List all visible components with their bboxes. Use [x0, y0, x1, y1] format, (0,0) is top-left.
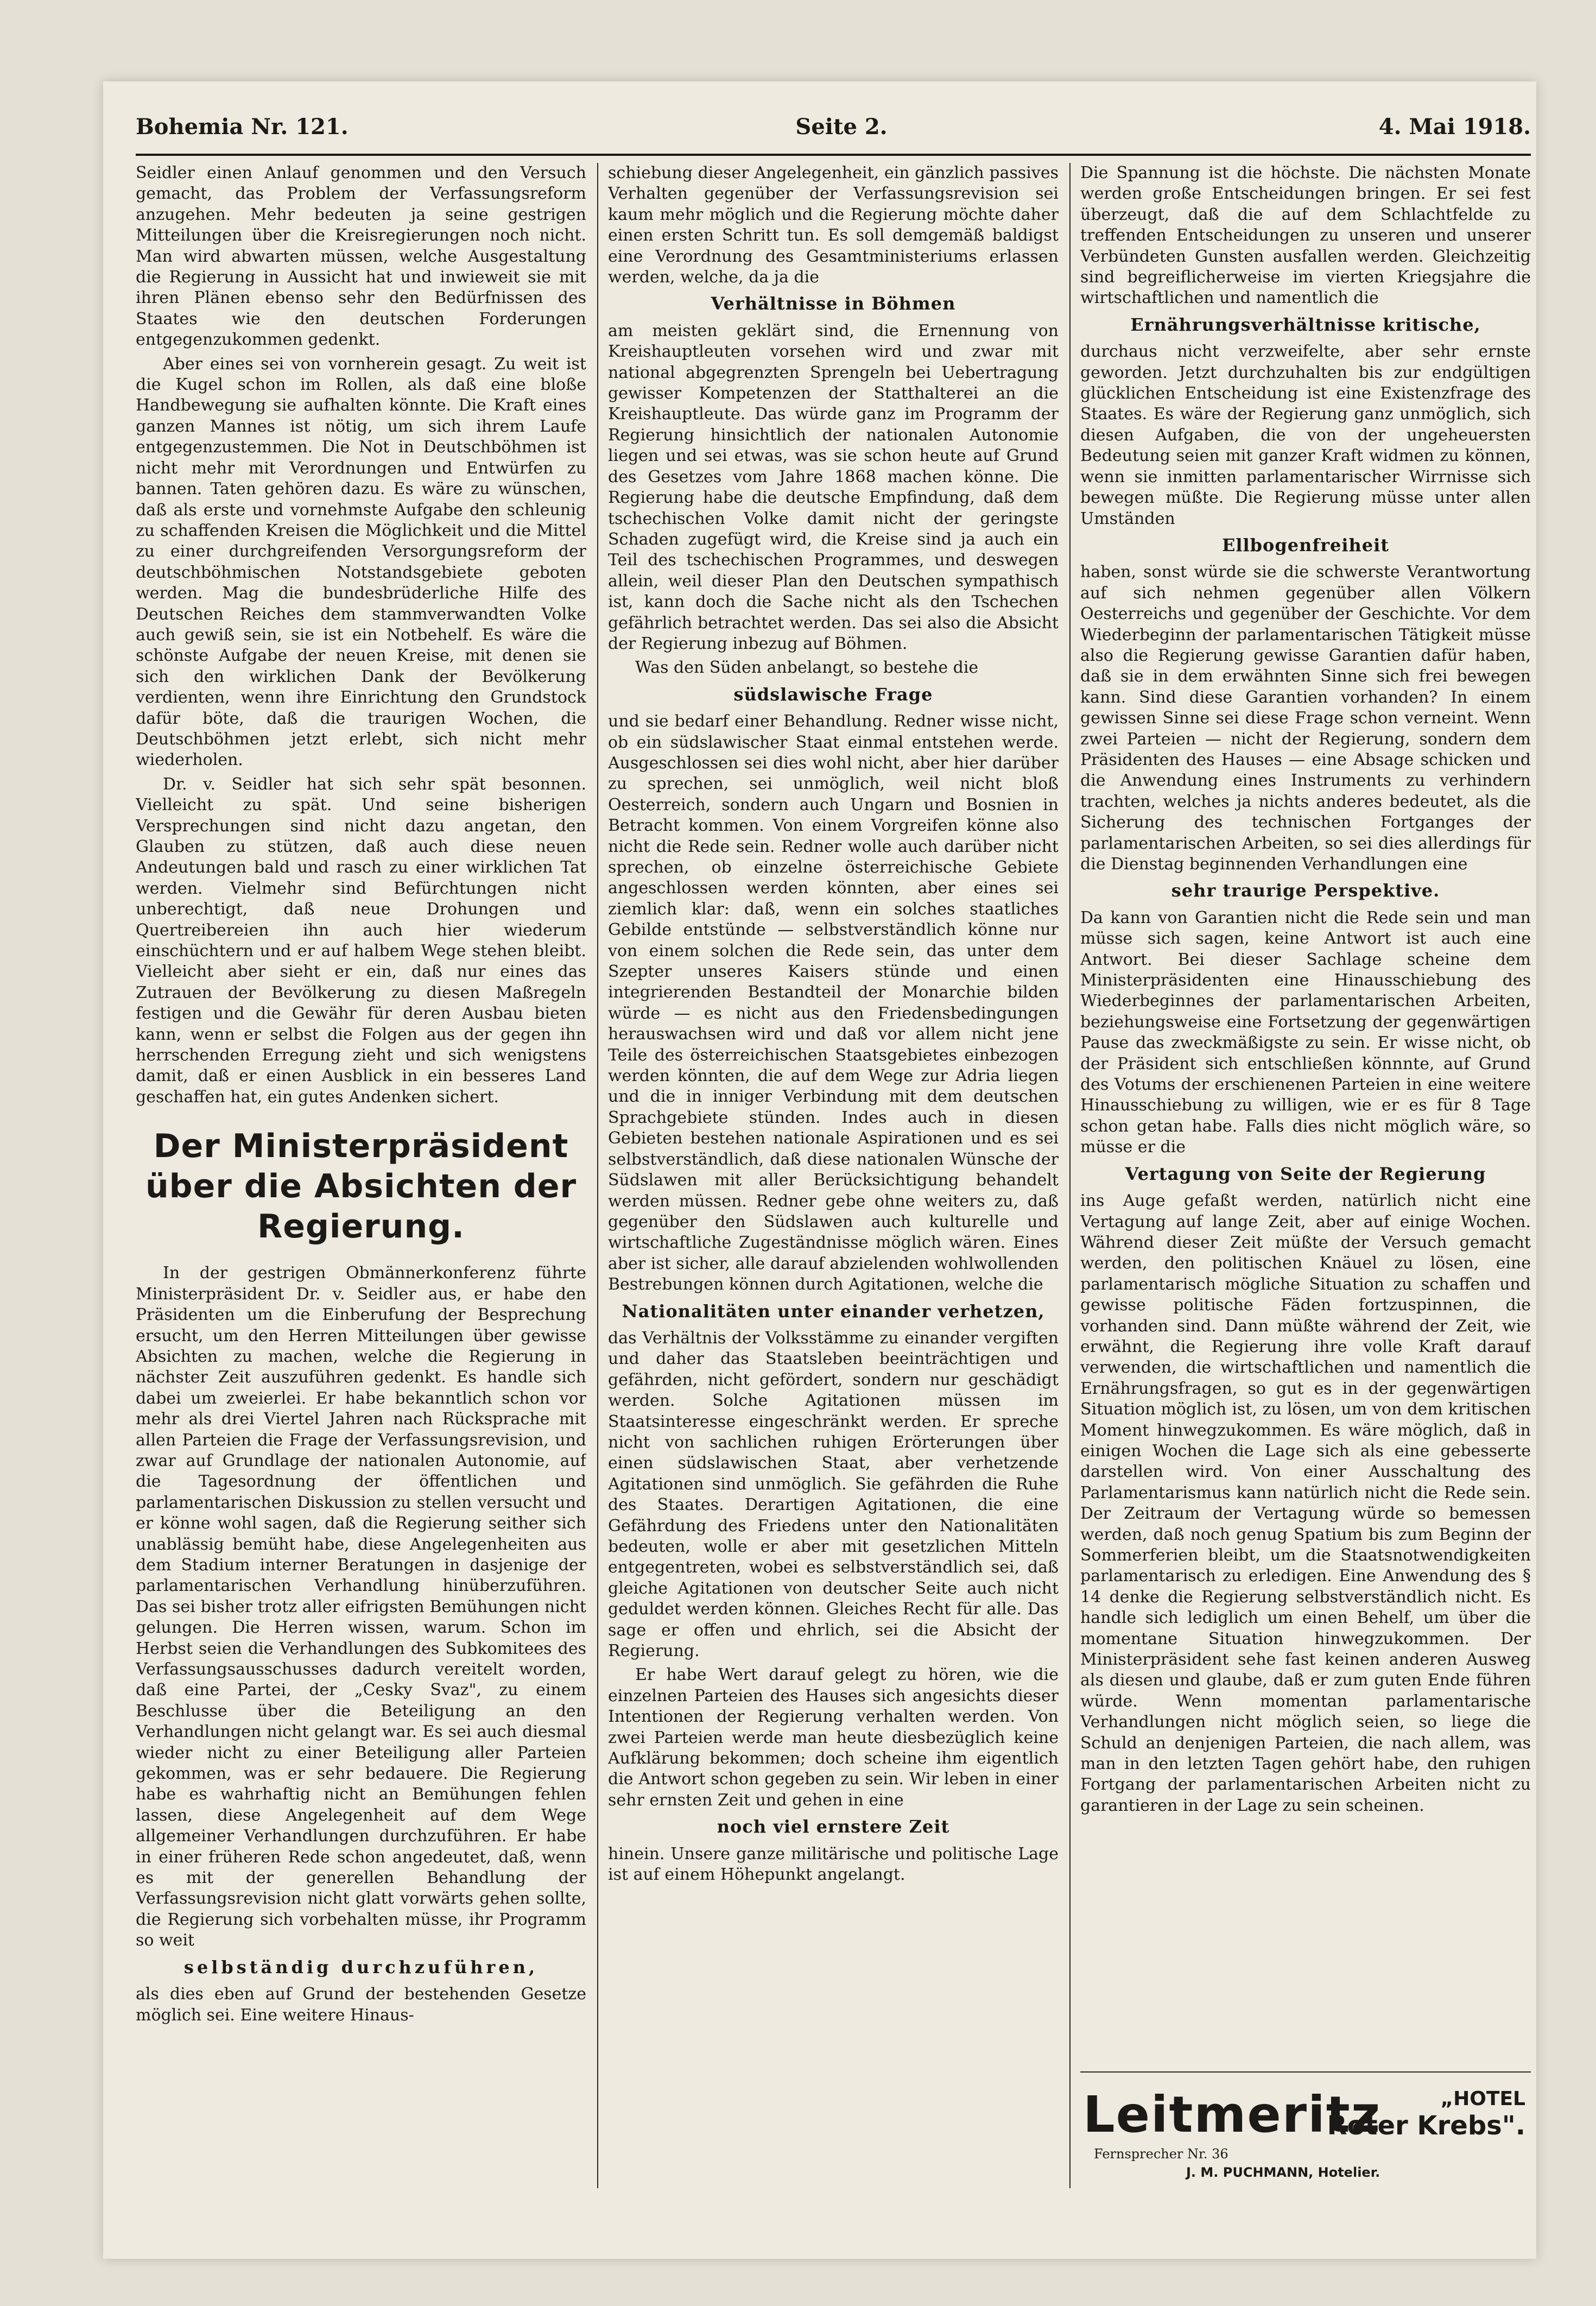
subheading: Nationalitäten unter einander verhetzen, [622, 1300, 1045, 1322]
article-paragraph: Aber eines sei von vornherein gesagt. Zu weit ist die Kugel schon im Rollen, als daß eine bloße Handbewegung sie aufhalten könnte. Die Kraft eines ganzen Mannes ist nötig, um sich ihrem Laufe entgegenzustemmen. Die Not in Deutschböhmen ist nicht mehr mit Verordnungen und Entwürfen zu bannen. Taten gehören dazu. Es wäre zu wünschen, daß als erste und vornehmste Aufgabe den schleunig zu schaffenden Kreisen die Möglichkeit und die Mittel zu einer durchgreifenden Versorgungsreform der deutschböhmischen Notstandsgebiete geboten werden. Mag die bundesbrüderliche Hilfe des Deutschen Reiches dem stammverwandten Volke auch gewiß sein, sie ist ein Notbehelf. Es wäre die schönste Aufgabe der neuen Kreise, mit denen sie sich den wirklichen Dank der Bevölkerung verdienten, wenn ihre Einrichtung den Grundstock dafür böte, daß die traurigen Wochen, die Deutschböhmen jetzt erlebt, sich nicht mehr wiederholen. [136, 354, 586, 770]
article-paragraph: das Verhältnis der Volksstämme zu einander vergiften und daher das Staatsleben beeinträchtigen und gefährden, nicht gefördert, sondern nur geschädigt werden. Solche Agitationen müssen im Staatsinteresse eingeschränkt werden. Er spreche nicht von sachlichen ruhigen Erörterungen über einen südslawischen Staat, aber verhetzende Agitationen sind unmöglich. Sie gefährden die Ruhe des Staates. Derartigen Agitationen, die eine Gefährdung des Friedens unter den Nationalitäten bedeuten, wolle er aber mit gesetzlichen Mitteln entgegentreten, wobei es selbstverständlich sei, daß gleiche Agitationen von deutscher Seite auch nicht geduldet werden können. Gleiches Recht für alle. Das sage er offen und ehrlich, sei die Absicht der Regierung. [608, 1328, 1059, 1661]
ad-hotel-label: „HOTEL [1440, 2088, 1525, 2110]
column-2 [608, 163, 1059, 2188]
subheading: Verhältnisse in Böhmen [711, 293, 956, 314]
issue-date: 4. Mai 1918. [1378, 114, 1531, 140]
advertisement-rule [1080, 2071, 1531, 2073]
article-paragraph: Seidler einen Anlauf genommen und den Versuch gemacht, das Problem der Verfassungsreform anzugehen. Mehr bedeuten ja seine gestrigen Mitteilungen über die Kreisregierungen noch nicht. Man wird abwarten müssen, welche Ausgestaltung die Regierung in Aussicht hat und inwieweit sie mit ihren Plänen ebenso sehr den Bedürfnissen des Staates wie den deutschen Forderungen entgegenzukommen gedenkt. [136, 163, 586, 350]
ad-city-name: Leitmeritz [1083, 2086, 1382, 2144]
article-paragraph: am meisten geklärt sind, die Ernennung von Kreishauptleuten vorsehen wird und zwar mit national abgegrenzten Sprengeln bei Uebertragung gewisser Kompetenzen der Statthalterei an die Kreishauptleute. Das würde ganz im Programm der Regierung hinsichtlich der nationalen Autonomie liegen und sei etwas, was sie schon heute auf Grund des Gesetzes vom Jahre 1868 machen könne. Die Regierung habe die deutsche Empfindung, daß dem tschechischen Volke damit nicht der geringste Schaden zugefügt wird, die Kreise sind ja auch ein Teil des tschechischen Programmes, und deswegen allein, weil dieser Plan den Deutschen sympathisch ist, kann doch die Sache nicht als den Tschechen gefährlich betrachtet werden. Das sei also die Absicht der Regierung inbezug auf Böhmen. [608, 321, 1059, 653]
article-paragraph: Was den Süden anbelangt, so bestehe die [635, 658, 979, 678]
hotel-advertisement [1083, 2086, 1531, 2180]
spaced-phrase: selbständig durchzuführen, [183, 1956, 539, 1978]
article-paragraph: Er habe Wert darauf gelegt zu hören, wie die einzelnen Parteien des Hauses sich angesichts dieser Intentionen der Regierung verhalten werden. Von zwei Parteien werde man heute diesbezüglich keine Aufklärung bekommen; doch scheine ihm eigentlich die Antwort schon gegeben zu sein. Wir leben in einer sehr ernsten Zeit und gehen in eine [608, 1665, 1059, 1810]
header-rule [136, 154, 1531, 156]
subheading: noch viel ernstere Zeit [717, 1816, 950, 1837]
headline-line-2: über die Absichten der Regierung. [145, 1167, 577, 1246]
column-divider [597, 163, 598, 2188]
article-paragraph: als dies eben auf Grund der bestehenden Gesetze möglich sei. Eine weitere Hinaus- [136, 1985, 586, 2025]
article-paragraph: Dr. v. Seidler hat sich sehr spät besonnen. Vielleicht zu spät. Und seine bisherigen Versprechungen sind nicht dazu angetan, den Glauben zu stützen, daß auch diese neuen Andeutungen bald und rasch zu einer wirklichen Tat werden. Vielmehr sind Befürchtungen nicht unberechtigt, daß neue Drohungen und Quertreibereien ihn auch hier wiederum einschüchtern und er auf halbem Wege stehen bleibt. Vielleicht aber sieht er ein, daß nur eines das Zutrauen der Bevölkerung zu diesen Maßregeln festigen und die Gewähr für deren Ausbau bieten kann, wenn er selbst die Folgen aus der gegen ihn herrschenden Erregung zieht und sich wenigstens damit, daß er einen Ausblick in ein besseres Land geschaffen hat, ein gutes Andenken sichert. [136, 774, 586, 1107]
article-paragraph: haben, sonst würde sie die schwerste Verantwortung auf sich nehmen gegenüber allen Völkern Oesterreichs und gegenüber der Geschichte. Vor dem Wiederbeginn der parlamentarischen Tätigkeit müsse also die Regierung gewisse Garantien dafür haben, daß sie in dem erwähnten Sinne sich frei bewegen kann. Sind diese Garantien vorhanden? In einem gewissen Sinne sei diese Frage schon verneint. Wenn zwei Parteien — nicht der Regierung, sondern dem Präsidenten des Hauses — eine Absage schicken und die Anwendung eines Instruments zu verhindern trachten, welches ja nichts anderes bedeutet, als die Sicherung des technischen Fortganges der parlamentarischen Arbeiten, so sei dies allerdings für die Dienstag beginnenden Verhandlungen eine [1080, 563, 1531, 874]
subheading: südslawische Frage [733, 684, 933, 705]
article-paragraph: In der gestrigen Obmännerkonferenz führte Ministerpräsident Dr. v. Seidler aus, er habe den Präsidenten um die Einberufung der Besprechung ersucht, um den Herren Mitteilungen über gewisse Absichten zu machen, welche die Regierung in nächster Zeit auszuführen gedenkt. Es handle sich dabei um zweierlei. Er habe bekanntlich schon vor mehr als drei Viertel Jahren nach Rücksprache mit allen Parteien die Frage der Verfassungsrevision, und zwar auf Grundlage der nationalen Autonomie, auf die Tagesordnung der öffentlichen und parlamentarischen Diskussion zu stellen versucht und er könne wohl sagen, daß die Regierung seither sich unablässig bemüht habe, diese Angelegenheiten aus dem Stadium interner Beratungen in dasjenige der parlamentarischen Verhandlung hinüberzuführen. Das sei bisher trotz aller eifrigsten Bemühungen nicht gelungen. Die Herren wissen, warum. Schon im Herbst seien die Verhandlungen des Subkomitees des Verfassungsausschusses dadurch vereitelt worden, daß eine Partei, der „Cesky Svaz", zu einem Beschlusse über die Beteiligung an den Verhandlungen nicht gelangt war. Es sei auch diesmal wieder nicht zu einer Beteiligung aller Parteien gekommen, was er sehr bedauere. Die Regierung habe es wahrhaftig nicht an Bemühungen fehlen lassen, diese Angelegenheit auf dem Wege allgemeiner Verhandlungen durchzuführen. Er habe in einer früheren Rede schon angedeutet, daß, wenn es mit der generellen Behandlung der Verfassungsrevision nicht glatt vorwärts gehen sollte, die Regierung sich vorbehalten müsse, ihr Programm so weit [136, 1263, 586, 1950]
page-header [136, 114, 1531, 152]
article-paragraph: durchaus nicht verzweifelte, aber sehr ernste geworden. Jetzt durchzuhalten bis zur endgültigen glücklichen Entscheidung ist eine Existenzfrage des Staates. Es wäre der Regierung ganz unmöglich, sich diesen Aufgaben, die von der ungeheuersten Bedeutung seien mit ganzer Kraft widmen zu können, wenn sie inmitten parlamentarischer Wirrnisse sich bewegen müßte. Die Regierung müsse unter allen Umständen [1080, 342, 1531, 528]
ad-hotel-name: Roter Krebs". [1327, 2111, 1525, 2141]
column-1 [136, 163, 586, 2188]
article-headline [136, 1126, 586, 1247]
headline-line-1: Der Ministerpräsident [153, 1127, 569, 1166]
page-number: Seite 2. [795, 114, 888, 140]
ad-phone: Fernsprecher Nr. 36 [1094, 2146, 1228, 2162]
column-divider [1069, 163, 1071, 2188]
article-paragraph: hinein. Unsere ganze militärische und politische Lage ist auf einem Höhepunkt angelangt. [608, 1844, 1059, 1885]
subheading: sehr traurige Perspektive. [1171, 880, 1440, 901]
article-paragraph: Da kann von Garantien nicht die Rede sein und man müsse sich sagen, keine Antwort ist auch eine Antwort. Bei dieser Sachlage scheine dem Ministerpräsidenten eine Hinausschiebung des Wiederbeginnes der parlamentarischen Arbeiten, beziehungsweise eine Fortsetzung der gegenwärtigen Pause das zweckmäßigste zu sein. Er wisse nicht, ob der Präsident sich entschließen könnnte, auf Grund des Votums der erschienenen Parteien in eine weitere Hinausschiebung zu willigen, wie er es für 8 Tage schon getan habe. Falls dies nicht möglich wäre, so müsse er die [1080, 908, 1531, 1157]
article-paragraph: ins Auge gefaßt werden, natürlich nicht eine Vertagung auf lange Zeit, aber auf einige Wochen. Während dieser Zeit müßte der Versuch gemacht werden, den politischen Knäuel zu lösen, eine parlamentarisch mögliche Situation zu schaffen und gewisse politische Fäden fortzuspinnen, die vorhanden sind. Dann müßte während der Zeit, wie erwähnt, die Regierung ihre volle Kraft darauf verwenden, die wirtschaftlichen und namentlich die Ernährungsfragen, so gut es in der gegenwärtigen Situation möglich ist, zu lösen, um von dem kritischen Moment hinwegzukommen. Es wäre möglich, daß in einigen Wochen die Lage sich als eine gebesserte darstellen wird. Von einer Ausschaltung des Parlamentarismus kann natürlich nicht die Rede sein. Der Zeitraum der Vertagung würde so bemessen werden, daß noch genug Spatium bis zum Beginn der Sommerferien bleibt, um die Staatsnotwendigkeiten parlamentarisch zu erledigen. Eine Anwendung des § 14 denke die Regierung selbstverständlich nicht. Es handle sich lediglich um einen Behelf, um über die momentane Situation hinwegzukommen. Der Ministerpräsident sehe fast keinen anderen Ausweg als diesen und glaube, daß er zum guten Ende führen würde. Wenn momentan parlamentarische Verhandlungen nicht möglich seien, so liege die Schuld an denjenigen Parteien, die nach allem, was man in den letzten Tagen gehört habe, den ruhigen Fortgang der parlamentarischen Arbeiten nicht zu garantieren in der Lage zu sein scheinen. [1080, 1191, 1531, 1815]
subheading: Ellbogenfreiheit [1221, 534, 1390, 555]
article-paragraph: Die Spannung ist die höchste. Die nächsten Monate werden große Entscheidungen bringen. Er sei fest überzeugt, daß die auf dem Schlachtfelde zu treffenden Entscheidungen zu unseren und unserer Verbündeten Gunsten ausfallen werden. Gleichzeitig sind begreiflicherweise im vierten Kriegsjahre die wirtschaftlichen und namentlich die [1080, 163, 1531, 308]
article-paragraph: und sie bedarf einer Behandlung. Redner wisse nicht, ob ein südslawischer Staat einmal entstehen werde. Ausgeschlossen sei dies wohl nicht, aber hier darüber zu sprechen, sei unmöglich, weil nicht bloß Oesterreich, sondern auch Ungarn und Bosnien in Betracht kommen. Von einem Vorgreifen könne also nicht die Rede sein. Redner wolle auch darüber nicht sprechen, ob einzelne österreichische Gebiete angeschlossen werden könnten, aber eines sei ziemlich klar: daß, wenn ein solches staatliches Gebilde entstünde — selbstverständlich könne nur von einem solchen die Rede sein, das unter dem Szepter unseres Kaisers stünde und einen integrierenden Bestandteil der Monarchie bilden würde — es nicht aus den Friedensbedingungen herauswachsen wird und daß vor allem nicht jene Teile des österreichischen Staatsgebietes einbezogen werden könnten, die auf dem Wege zur Adria liegen und die in inniger Verbindung mit dem deutschen Sprachgebiete stünden. Indes auch in diesen Gebieten bestehen nationale Aspirationen und es sei selbstverständlich, daß diese nationalen Wünsche der Südslawen mit aller Berücksichtigung behandelt werden müssen. Redner gebe ohne weiters zu, daß gegenüber den Südslawen auch kulturelle und wirtschaftliche Zugeständnisse möglich wären. Eines aber ist sicher, alle darauf abzielenden wohlwollenden Bestrebungen können durch Agitationen, welche die [608, 712, 1059, 1294]
article-paragraph: schiebung dieser Angelegenheit, ein gänzlich passives Verhalten gegenüber der Verfassungsrevision sei kaum mehr möglich und die Regierung möchte daher einen ersten Schritt tun. Es soll demgemäß baldigst eine Verordnung des Gesamtministeriums erlassen werden, welche, da ja die [608, 163, 1059, 287]
ad-owner: J. M. PUCHMANN, Hotelier. [1186, 2165, 1380, 2180]
subheading: Ernährungsverhältnisse kritische, [1130, 314, 1481, 335]
issue-number: Bohemia Nr. 121. [136, 114, 349, 140]
column-3 [1080, 163, 1531, 1993]
subheading: Vertagung von Seite der Regierung [1125, 1163, 1486, 1184]
